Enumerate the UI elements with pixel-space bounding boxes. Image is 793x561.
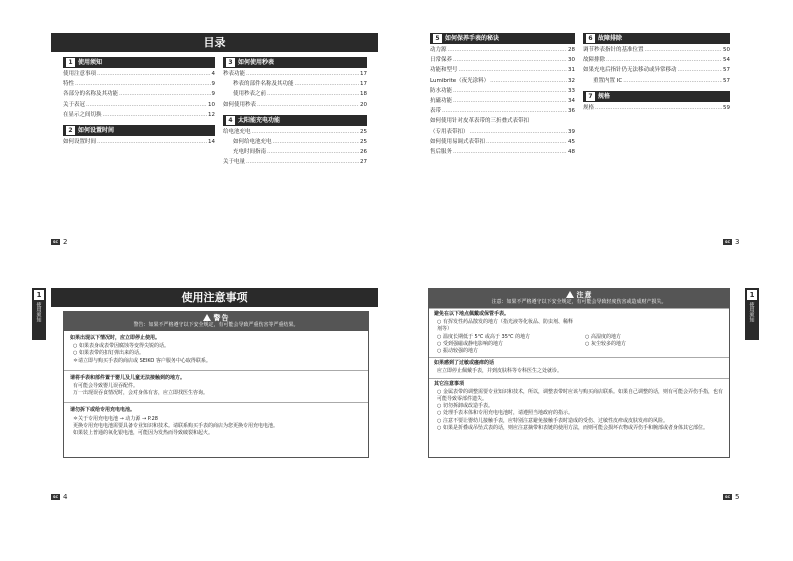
- toc-entry-title: 关于电量: [223, 159, 246, 166]
- toc-leader: [273, 137, 359, 147]
- toc-leader: [453, 96, 567, 106]
- toc-entry[interactable]: [63, 89, 215, 99]
- toc-entry-page: 25: [360, 139, 367, 146]
- warning-block: [64, 331, 368, 370]
- toc-leader: [470, 127, 567, 137]
- toc-entry[interactable]: [583, 76, 730, 86]
- toc-entry-list: [583, 45, 730, 86]
- caution-block-other: [429, 378, 729, 434]
- toc-entry-list: [223, 127, 367, 168]
- toc-leader: [97, 137, 207, 147]
- other-note-item: ○ 金属表带的调整需要专业知识和技术，所以，调整表带时应该与购买商店联系。如果自己调整的话，则有可能会弄伤手指，也有可能导致零部件遗失。: [437, 388, 723, 403]
- warning-title-text: 警告: [213, 314, 230, 322]
- chapter-tab-label: 使用须知: [35, 302, 42, 322]
- other-note-item: ○ 如果是折叠或吊坠式表的话，则应注意摘带和表链的使用方法，而则可能会损坏衣物或弄伤手和腕部或者身体其它部位。: [437, 424, 708, 431]
- warning-subtitle: 警告：如果不严格遵守以下安全规定，有可能会导致严重伤害等严重结果。: [133, 322, 299, 328]
- chapter-tab: [32, 288, 46, 340]
- toc-leader: [97, 69, 210, 79]
- toc-section-title: 故障排除: [598, 35, 623, 42]
- toc-entry[interactable]: [430, 127, 575, 137]
- location-item: ○ 温度长期低于 5℃ 或高于 35℃ 的地方: [437, 333, 531, 340]
- warning-item: 如果装上普通的氧化银电池，可能因为发热而导致破裂和起火。: [73, 430, 214, 437]
- caution-block-heading: 如果感到了过敏或瘙痒的话: [434, 360, 495, 367]
- toc-entry-page: 34: [568, 98, 575, 105]
- toc-entry[interactable]: [223, 157, 367, 167]
- toc-section-header: [583, 91, 730, 102]
- toc-entry-title: 售后服务: [430, 149, 453, 156]
- toc-section-header: [430, 33, 575, 44]
- toc-leader: [252, 127, 359, 137]
- toc-entry-list: [583, 103, 730, 113]
- toc-entry[interactable]: [583, 103, 730, 113]
- warning-block-heading: 请勿拆下或给专用充电电池。: [70, 407, 136, 414]
- toc-entry-title: 动力源: [430, 47, 447, 53]
- toc-entry-title: 秒表功能: [223, 71, 246, 77]
- warning-blocks: [64, 331, 368, 442]
- page-number-text: 5: [735, 493, 740, 501]
- toc-entry[interactable]: [583, 65, 730, 75]
- toc-leader: [645, 45, 722, 55]
- location-item: [582, 348, 724, 355]
- toc-entry[interactable]: [63, 137, 215, 147]
- caution-header: [429, 289, 729, 308]
- toc-entry[interactable]: [63, 110, 215, 120]
- toc-entry[interactable]: [223, 137, 367, 147]
- toc-entry-title: 抗磁功能: [430, 98, 453, 105]
- caution-triangle-icon: [566, 291, 574, 298]
- toc-entry[interactable]: [63, 69, 215, 79]
- toc-leader: [459, 65, 567, 75]
- toc-entry-page: 17: [360, 81, 367, 88]
- location-item: ○ 灰尘较多的地方: [585, 340, 626, 347]
- toc-entry-title: 关于表冠: [63, 101, 86, 108]
- toc-entry-title: 规格: [583, 104, 595, 111]
- location-item: ○ 高湿度的地方: [585, 333, 621, 340]
- toc-entry-title: 充电时间指南: [233, 149, 267, 156]
- toc-entry-title: 调节秒表指针的基准位置: [583, 47, 644, 53]
- toc-entry-title: 秒表的部件名称及其功能: [233, 81, 294, 88]
- chapter-tab-number: 1: [34, 290, 44, 300]
- toc-entry-title: 重置内置 IC: [593, 77, 623, 84]
- toc-entry-title: 日常保养: [430, 57, 453, 64]
- warning-item: ＊关于专用充电电池 → 动力源 → P.28: [73, 415, 158, 422]
- page-number-5: [723, 493, 739, 501]
- toc-entry-page: 12: [208, 111, 215, 118]
- location-item: ○ 振动较强的地方: [437, 348, 478, 355]
- warning-item: ○ 如果表身或表带因腐蚀等变得尖锐的话。: [73, 343, 169, 350]
- toc-leader: [442, 106, 567, 116]
- caution-title-text: 注意: [576, 291, 593, 299]
- toc-entry-title: 使用秒表之前: [233, 91, 267, 98]
- toc-entry[interactable]: [223, 100, 367, 110]
- page-number-text: 2: [63, 238, 68, 246]
- toc-entry-list: [223, 69, 367, 110]
- toc-entry[interactable]: [223, 79, 367, 89]
- toc-entry-page: 57: [723, 67, 730, 74]
- toc-leader: [86, 100, 207, 110]
- toc-section-header: [583, 33, 730, 44]
- toc-entry-page: 30: [568, 57, 575, 64]
- page-number-text: 4: [63, 493, 68, 501]
- toc-leader: [623, 76, 722, 86]
- caution-subtitle: 注意：如果不严格遵守以下安全规定，有可能会导致轻度伤害或造成财产损失。: [491, 299, 667, 305]
- caution-title: [432, 291, 726, 299]
- toc-entry-page: 28: [568, 47, 575, 53]
- toc-entry-page: 59: [723, 104, 730, 111]
- toc-leader: [119, 89, 210, 99]
- toc-entry-page: 10: [208, 101, 215, 108]
- toc-leader: [606, 55, 722, 65]
- toc-entry-list: [430, 45, 575, 157]
- toc-entry[interactable]: [223, 89, 367, 99]
- toc-entry-page: 4: [211, 71, 215, 77]
- toc-entry-title: （专用表带扣）: [430, 128, 469, 135]
- toc-entry-page: 9: [211, 81, 215, 88]
- toc-entry[interactable]: [430, 65, 575, 75]
- other-notes-list: [434, 389, 724, 432]
- toc-leader: [257, 100, 359, 110]
- toc-entry[interactable]: [223, 127, 367, 137]
- toc-entry-title: 在显示之间切换: [63, 111, 102, 118]
- toc-entry-page: 36: [568, 108, 575, 115]
- toc-entry-title: 使用注意事项: [63, 71, 97, 77]
- location-item: ○ 受到强磁或静电影响的地方: [437, 340, 503, 347]
- caution-item: 应立即停止佩戴手表，并到皮肤科等专科医生之处就诊。: [437, 368, 563, 375]
- toc-entry-title: 给电池充电: [223, 128, 251, 135]
- warning-header: [64, 312, 368, 331]
- toc-section-title: 如何保养手表的秘诀: [445, 35, 500, 42]
- location-list: [434, 319, 724, 355]
- toc-entry[interactable]: [583, 55, 730, 65]
- toc-entry[interactable]: [430, 86, 575, 96]
- toc-entry-title: 如何使用秒表: [223, 101, 257, 108]
- toc-section-number: 5: [433, 34, 442, 43]
- toc-entry-title: 如果充电后指针仍无法移动或异常移动: [583, 67, 677, 74]
- toc-entry-page: 39: [568, 128, 575, 135]
- toc-entry-page: 9: [211, 91, 215, 98]
- toc-section-number: 7: [586, 92, 595, 101]
- other-note-item: ○ 处理手表本体和专用充电电池时，请遵照当地政府的指示。: [437, 410, 573, 417]
- toc-entry-page: 26: [360, 149, 367, 156]
- warning-triangle-icon: [203, 314, 211, 321]
- toc-leader: [453, 86, 567, 96]
- toc-entry-title: Lumibrite（夜光涂料）: [430, 77, 490, 84]
- chapter-tab: [745, 288, 759, 340]
- toc-entry-page: 54: [723, 57, 730, 64]
- toc-entry-page: 17: [360, 71, 367, 77]
- page-number-2: [51, 238, 67, 246]
- toc-entry[interactable]: [430, 55, 575, 65]
- caution-block-locations: [429, 308, 729, 357]
- warning-block: [64, 370, 368, 403]
- toc-section-title: 太阳能充电功能: [238, 116, 281, 124]
- toc-entry-title: 防水功能: [430, 87, 453, 94]
- toc-leader: [103, 110, 207, 120]
- caution-block-allergy: [429, 357, 729, 377]
- caution-block-heading: 避免在以下地点佩戴或保管手表。: [434, 311, 510, 317]
- toc-leader: [246, 69, 359, 79]
- toc-entry[interactable]: [223, 147, 367, 157]
- toc-entry[interactable]: [430, 137, 575, 147]
- toc-entry[interactable]: [223, 69, 367, 79]
- toc-section-title: 规格: [598, 92, 611, 100]
- toc-leader: [595, 103, 722, 113]
- toc-section-header: [63, 57, 215, 68]
- toc-leader: [448, 45, 567, 55]
- toc-entry[interactable]: [63, 100, 215, 110]
- toc-entry[interactable]: [430, 45, 575, 55]
- warning-block-heading: 请将手表和部件置于婴儿及儿童无法接触到的地方。: [70, 374, 186, 381]
- toc-section-header: [223, 115, 367, 126]
- toc-entry[interactable]: [430, 147, 575, 157]
- toc-leader: [267, 89, 359, 99]
- toc-entry-page: 25: [360, 128, 367, 135]
- toc-leader: [246, 157, 359, 167]
- toc-entry-title: 故障排除: [583, 57, 606, 64]
- toc-leader: [678, 65, 722, 75]
- page-title: 使用注意事项: [51, 288, 378, 307]
- toc-entry-list: [63, 137, 215, 147]
- toc-leader: [295, 79, 359, 89]
- toc-entry-title: 如何给电池充电: [233, 139, 272, 146]
- toc-entry-page: 18: [360, 91, 367, 98]
- toc-title: 目录: [51, 33, 378, 52]
- toc-entry-page: 27: [360, 159, 367, 166]
- chapter-tab-label: 使用须知: [748, 302, 755, 322]
- warning-block: [64, 402, 368, 442]
- caution-block-heading: 其它注意事项: [434, 380, 465, 387]
- toc-leader: [486, 137, 567, 147]
- toc-entry-page: 45: [568, 138, 575, 145]
- toc-section-number: 6: [586, 34, 595, 43]
- toc-section-title: 如何使用秒表: [238, 59, 275, 66]
- toc-leader: [75, 79, 210, 89]
- toc-entry-page: 33: [568, 87, 575, 94]
- chapter-tab-number: 1: [747, 290, 757, 300]
- toc-entry-title: 各部分的名称及其功能: [63, 91, 119, 98]
- toc-entry-title: 如何使用易调式表带扣: [430, 138, 486, 145]
- warning-block-heading: 如果出现以下情况时，应立即停止使用。: [70, 335, 161, 341]
- other-note-item: ○ 切勿拆卸或改造手表。: [437, 403, 493, 410]
- toc-entry-title: 特性: [63, 81, 75, 88]
- language-badge-icon: SC: [52, 495, 59, 499]
- toc-entry-page: 20: [360, 101, 367, 108]
- toc-entry[interactable]: [430, 76, 575, 86]
- toc-section-number: 2: [66, 126, 75, 135]
- toc-entry-page: 57: [723, 77, 730, 84]
- page-number-text: 3: [735, 238, 740, 246]
- toc-entry-page: 14: [208, 139, 215, 146]
- toc-section-number: 4: [226, 116, 235, 125]
- toc-entry-page: 48: [568, 149, 575, 156]
- toc-section-title: 如何设置时间: [78, 127, 115, 135]
- toc-leader: [490, 76, 567, 86]
- warning-item: 万一出现误吞食情况时，会对身体有害，应立即找医生咨询。: [73, 390, 209, 397]
- language-badge-icon: SC: [52, 240, 59, 244]
- toc-leader: [267, 147, 359, 157]
- location-item: ○ 有挥发性药品散发的地方（指光液等化妆品、防虫剂、稀释剂等）: [437, 319, 573, 333]
- warning-box: [63, 311, 369, 458]
- warning-item: 更换专用充电电池需要具备专业知识和技术。请联系购买手表的商店为您更换专用充电电池。: [73, 422, 279, 429]
- other-note-item: ○ 注意不要让婴幼儿接触手表，应特别注意避免接触手表时造成的受伤、过敏性皮疹或皮肤发痒的风险。: [437, 417, 668, 424]
- page-number-3: [723, 238, 739, 246]
- caution-box: [428, 288, 730, 458]
- warning-item: ○ 如果表带的扣钉弹出来的话。: [73, 350, 144, 357]
- toc-leader: [453, 147, 567, 157]
- warning-item: ＊请立即与购买手表的商店或 SEIKO 客户服务中心取得联系。: [73, 357, 211, 364]
- toc-section-header: [223, 57, 367, 68]
- toc-entry-title: 表带: [430, 108, 442, 115]
- page-number-4: [51, 493, 67, 501]
- toc-column-1: [63, 57, 215, 152]
- location-item: [582, 319, 724, 333]
- toc-entry[interactable]: [430, 106, 575, 116]
- toc-entry-page: 32: [568, 77, 575, 84]
- toc-column-2: [223, 57, 367, 173]
- toc-entry-title: 功能和型号: [430, 67, 458, 74]
- language-badge-icon: SC: [724, 495, 731, 499]
- warning-item: 有可能会导致婴儿误吞配件。: [73, 383, 139, 390]
- toc-entry[interactable]: [583, 45, 730, 55]
- toc-entry-page: 50: [723, 47, 730, 53]
- toc-entry-title: 如何设置时间: [63, 139, 97, 146]
- toc-entry[interactable]: [63, 79, 215, 89]
- language-badge-icon: SC: [724, 240, 731, 244]
- toc-section-number: 3: [226, 58, 235, 67]
- toc-column-3: [430, 33, 575, 162]
- toc-entry-page: 31: [568, 67, 575, 74]
- toc-leader: [453, 55, 567, 65]
- toc-section-number: 1: [66, 58, 75, 67]
- toc-entry[interactable]: [430, 96, 575, 106]
- toc-section-title: 使用须知: [78, 59, 103, 66]
- toc-entry-title: 如何使用针对皮革表带的三折叠式表带扣: [430, 118, 530, 125]
- toc-section-header: [63, 125, 215, 136]
- toc-entry[interactable]: [430, 116, 575, 126]
- toc-column-4: [583, 33, 730, 118]
- toc-entry-list: [63, 69, 215, 120]
- warning-title: [67, 314, 365, 322]
